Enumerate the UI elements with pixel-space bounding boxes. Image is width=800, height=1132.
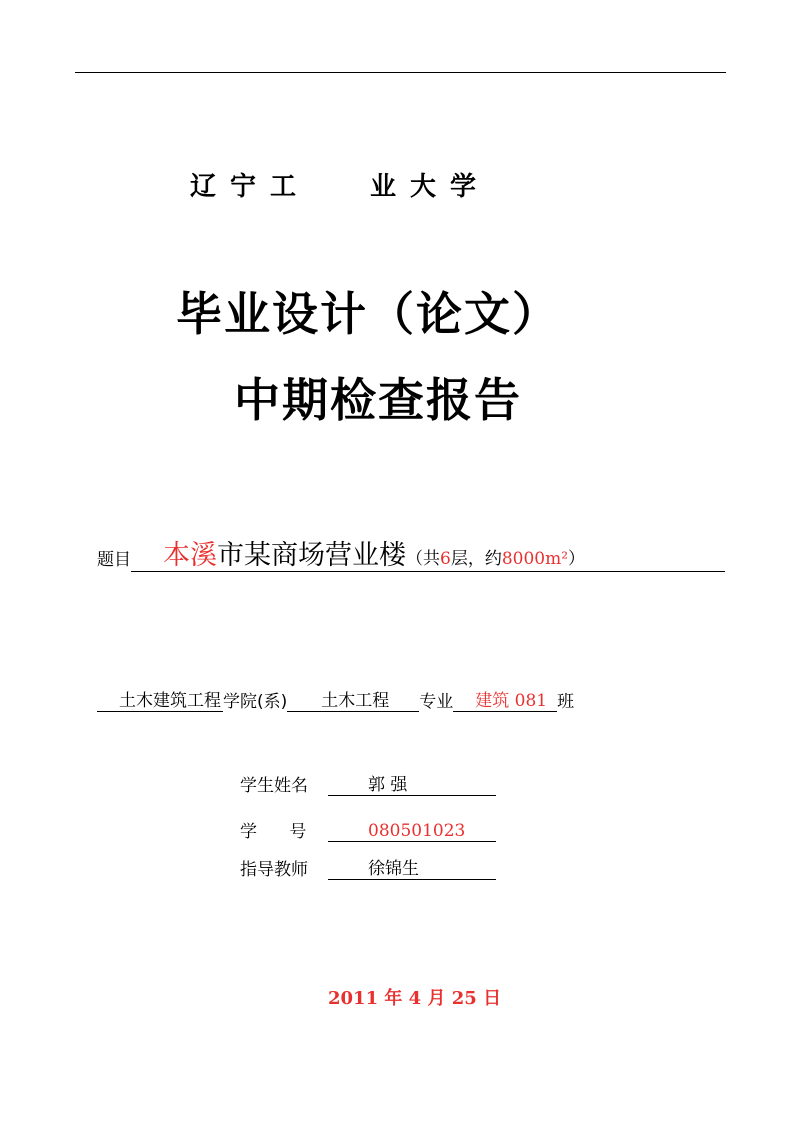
date-month: 4 — [408, 988, 422, 1009]
advisor-row — [240, 854, 496, 880]
date-year: 2011 — [328, 988, 379, 1009]
student-name-label: 学生姓名 — [240, 776, 308, 796]
student-name-value: 郭 强 — [328, 770, 496, 796]
topic-building: 市某商场营业楼 — [217, 540, 406, 571]
date-day: 25 — [451, 988, 477, 1009]
topic-area: 8000m² — [501, 549, 569, 569]
class-suffix: 班 — [557, 692, 575, 712]
student-name-row — [240, 770, 496, 796]
student-id-label: 学 号 — [240, 822, 307, 842]
topic-city: 本溪 — [163, 540, 217, 571]
top-rule — [75, 72, 726, 73]
advisor-value: 徐锦生 — [328, 854, 496, 880]
topic-field — [131, 539, 725, 572]
department-row — [97, 686, 574, 712]
student-id-value: 080501023 — [328, 821, 496, 842]
major-value: 土木工程 — [287, 686, 419, 712]
report-title-line1: 毕业设计（论文） — [176, 287, 560, 341]
topic-row — [97, 538, 725, 572]
report-date — [328, 984, 501, 1010]
date-year-unit: 年 — [384, 988, 403, 1009]
college-suffix: 学院(系) — [223, 692, 288, 712]
topic-note-open: （共 — [406, 549, 440, 569]
advisor-label: 指导教师 — [240, 860, 308, 880]
university-name-part2: 业大学 — [370, 172, 491, 202]
date-day-unit: 日 — [483, 988, 502, 1009]
student-id-row — [240, 816, 496, 842]
report-title-line2: 中期检查报告 — [234, 373, 522, 427]
topic-note-close: ） — [568, 549, 586, 569]
university-name-part1: 辽宁工 — [190, 172, 311, 202]
topic-note-mid: 层，约 — [450, 549, 502, 569]
class-value: 建筑 081 — [453, 686, 557, 712]
major-suffix: 专业 — [419, 692, 454, 712]
college-value: 土木建筑工程 — [97, 686, 223, 712]
date-month-unit: 月 — [427, 988, 446, 1009]
topic-floors: 6 — [440, 549, 451, 569]
topic-label: 题目 — [97, 550, 131, 570]
university-name — [190, 166, 490, 203]
